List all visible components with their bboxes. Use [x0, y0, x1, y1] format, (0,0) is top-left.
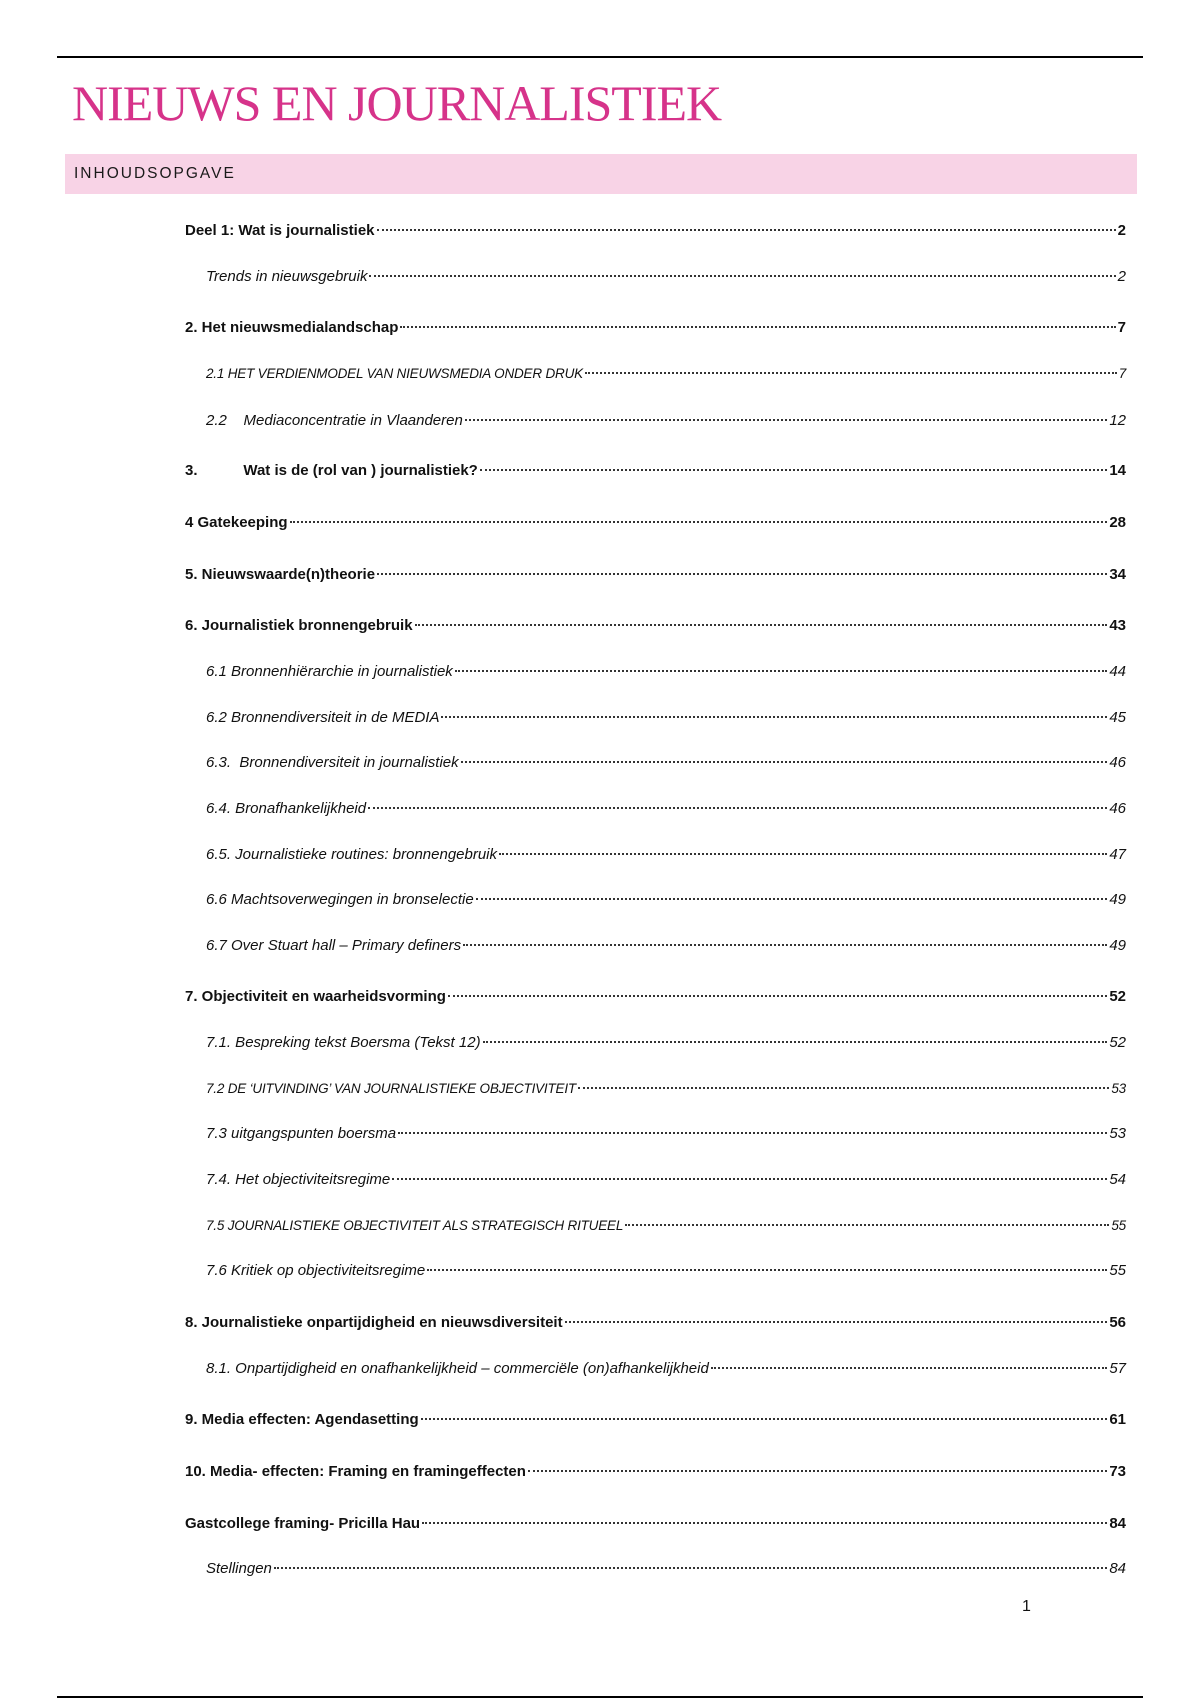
toc-dot-leader — [400, 326, 1115, 328]
toc-entry-label: 9. Media effecten: Agendasetting — [185, 1411, 419, 1428]
toc-entry[interactable] — [206, 267, 1126, 287]
toc-entry-label: 2.2 Mediaconcentratie in Vlaanderen — [206, 412, 463, 429]
toc-entry-page: 56 — [1109, 1314, 1126, 1331]
toc-entry-label: 6.4. Bronafhankelijkheid — [206, 800, 367, 817]
toc-dot-leader — [711, 1367, 1108, 1369]
bottom-rule — [57, 1696, 1143, 1698]
toc-entry-label: 6. Journalistiek bronnengebruik — [185, 617, 413, 634]
toc-entry-page: 52 — [1109, 1034, 1126, 1051]
toc-entry-page: 55 — [1111, 1218, 1126, 1233]
toc-entry[interactable] — [206, 1261, 1126, 1281]
toc-entry[interactable] — [206, 662, 1126, 682]
toc-entry-page: 12 — [1109, 412, 1126, 429]
toc-entry-page: 46 — [1109, 800, 1126, 817]
toc-entry[interactable] — [185, 616, 1126, 636]
toc-entry-page: 14 — [1109, 462, 1126, 479]
toc-entry[interactable] — [206, 1124, 1126, 1144]
toc-entry-page: 34 — [1109, 566, 1126, 583]
toc-dot-leader — [465, 419, 1107, 421]
toc-entry[interactable] — [185, 1462, 1126, 1482]
toc-entry[interactable] — [185, 318, 1126, 338]
toc-dot-leader — [625, 1224, 1109, 1226]
toc-entry-page: 46 — [1109, 754, 1126, 771]
toc-entry-label: 7.3 uitgangspunten boersma — [206, 1125, 397, 1142]
toc-entry-page: 28 — [1109, 514, 1126, 531]
toc-entry[interactable] — [206, 364, 1126, 384]
toc-entry[interactable] — [206, 1559, 1126, 1579]
toc-entry[interactable] — [206, 1216, 1126, 1236]
toc-entry-label: 2. Het nieuwsmedialandschap — [185, 319, 399, 336]
toc-entry[interactable] — [206, 1359, 1126, 1379]
toc-entry[interactable] — [185, 1514, 1126, 1534]
toc-entry[interactable] — [206, 845, 1126, 865]
top-rule — [57, 56, 1143, 58]
toc-entry-page: 54 — [1109, 1171, 1126, 1188]
toc-dot-leader — [368, 807, 1107, 809]
toc-entry-label: 7.5 JOURNALISTIEKE OBJECTIVITEIT ALS STRATEGISCH RITUEEL — [206, 1218, 624, 1233]
toc-entry-label: Gastcollege framing- Pricilla Hau — [185, 1515, 421, 1532]
toc-entry[interactable] — [206, 799, 1126, 819]
toc-entry-label: 7. Objectiviteit en waarheidsvorming — [185, 988, 446, 1005]
toc-heading: INHOUDSOPGAVE — [65, 154, 1137, 194]
toc-dot-leader — [455, 670, 1108, 672]
toc-entry-page: 2 — [1117, 222, 1126, 239]
toc-entry-page: 57 — [1109, 1360, 1126, 1377]
toc-entry[interactable] — [185, 1410, 1126, 1430]
toc-entry-page: 49 — [1109, 937, 1126, 954]
toc-entry-label: 6.1 Bronnenhiërarchie in journalistiek — [206, 663, 453, 680]
toc-entry[interactable] — [185, 1313, 1126, 1333]
toc-dot-leader — [377, 229, 1116, 231]
toc-entry-page: 55 — [1109, 1262, 1126, 1279]
toc-dot-leader — [578, 1087, 1109, 1089]
page-number: 1 — [1022, 1598, 1031, 1615]
toc-entry-label: 3. Wat is de (rol van ) journalistiek? — [185, 462, 478, 479]
toc-entry-page: 84 — [1109, 1560, 1126, 1577]
toc-entry-page: 53 — [1111, 1081, 1126, 1096]
toc-dot-leader — [274, 1567, 1107, 1569]
toc-entry-page: 2 — [1117, 268, 1126, 285]
toc-entry-label: 7.4. Het objectiviteitsregime — [206, 1171, 391, 1188]
toc-entry-label: 6.7 Over Stuart hall – Primary definers — [206, 937, 462, 954]
toc-dot-leader — [480, 469, 1107, 471]
toc-entry-label: 4 Gatekeeping — [185, 514, 288, 531]
toc-entry[interactable] — [185, 565, 1126, 585]
toc-dot-leader — [565, 1321, 1108, 1323]
toc-entry-label: 7.2 DE ‘UITVINDING’ VAN JOURNALISTIEKE OBJECTIVITEIT — [206, 1081, 576, 1096]
toc-entry[interactable] — [206, 1079, 1126, 1099]
toc-entry-label: 6.2 Bronnendiversiteit in de MEDIA — [206, 709, 440, 726]
toc-entry-page: 7 — [1117, 319, 1126, 336]
toc-entry[interactable] — [185, 221, 1126, 241]
toc-dot-leader — [463, 944, 1107, 946]
toc-entry-label: 2.1 HET VERDIENMODEL VAN NIEUWSMEDIA ONDER DRUK — [206, 366, 583, 381]
toc-entry-label: 8.1. Onpartijdigheid en onafhankelijkheid – commerciële (on)afhankelijkheid — [206, 1360, 709, 1377]
toc-entry-label: 7.6 Kritiek op objectiviteitsregime — [206, 1262, 426, 1279]
toc-entry[interactable] — [185, 461, 1126, 481]
toc-dot-leader — [369, 275, 1115, 277]
toc-entry-label: 7.1. Bespreking tekst Boersma (Tekst 12) — [206, 1034, 481, 1051]
toc-entry[interactable] — [185, 987, 1126, 1007]
toc-dot-leader — [377, 573, 1107, 575]
toc-entry-label: 10. Media- effecten: Framing en framingeffecten — [185, 1463, 526, 1480]
toc-dot-leader — [290, 521, 1108, 523]
toc-entry-page: 43 — [1109, 617, 1126, 634]
toc-entry-page: 7 — [1118, 366, 1126, 381]
toc-dot-leader — [392, 1178, 1107, 1180]
toc-dot-leader — [585, 372, 1117, 374]
toc-dot-leader — [483, 1041, 1108, 1043]
toc-entry[interactable] — [185, 513, 1126, 533]
toc-entry-label: Deel 1: Wat is journalistiek — [185, 222, 375, 239]
toc-entry-page: 84 — [1109, 1515, 1126, 1532]
toc-entry-page: 47 — [1109, 846, 1126, 863]
toc-entry-page: 44 — [1109, 663, 1126, 680]
toc-dot-leader — [461, 761, 1108, 763]
toc-dot-leader — [499, 853, 1107, 855]
toc-entry-page: 53 — [1109, 1125, 1126, 1142]
toc-entry[interactable] — [206, 890, 1126, 910]
toc-entry-label: Stellingen — [206, 1560, 272, 1577]
toc-dot-leader — [441, 716, 1107, 718]
toc-entry-label: 6.3. Bronnendiversiteit in journalistiek — [206, 754, 459, 771]
toc-entry-label: 5. Nieuwswaarde(n)theorie — [185, 566, 376, 583]
toc-dot-leader — [422, 1522, 1107, 1524]
toc-dot-leader — [476, 898, 1108, 900]
toc-entry[interactable] — [206, 708, 1126, 728]
toc-entry-page: 61 — [1109, 1411, 1126, 1428]
toc-entry-page: 52 — [1109, 988, 1126, 1005]
toc-entry-page: 45 — [1109, 709, 1126, 726]
toc-dot-leader — [528, 1470, 1107, 1472]
toc-entry[interactable] — [206, 936, 1126, 956]
toc-entry-page: 49 — [1109, 891, 1126, 908]
toc-dot-leader — [421, 1418, 1108, 1420]
toc-entry-label: 6.6 Machtsoverwegingen in bronselectie — [206, 891, 474, 908]
toc-entry-label: Trends in nieuwsgebruik — [206, 268, 368, 285]
toc-entry[interactable] — [206, 1170, 1126, 1190]
toc-entry[interactable] — [206, 1033, 1126, 1053]
toc-entry[interactable] — [206, 411, 1126, 431]
toc-entry-page: 73 — [1109, 1463, 1126, 1480]
document-title: NIEUWS EN JOURNALISTIEK — [72, 75, 722, 131]
toc-dot-leader — [427, 1269, 1107, 1271]
toc-dot-leader — [398, 1132, 1107, 1134]
toc-entry[interactable] — [206, 753, 1126, 773]
toc-entry-label: 8. Journalistieke onpartijdigheid en nieuwsdiversiteit — [185, 1314, 563, 1331]
toc-entry-label: 6.5. Journalistieke routines: bronnengebruik — [206, 846, 498, 863]
toc-dot-leader — [415, 624, 1108, 626]
toc-dot-leader — [448, 995, 1107, 997]
